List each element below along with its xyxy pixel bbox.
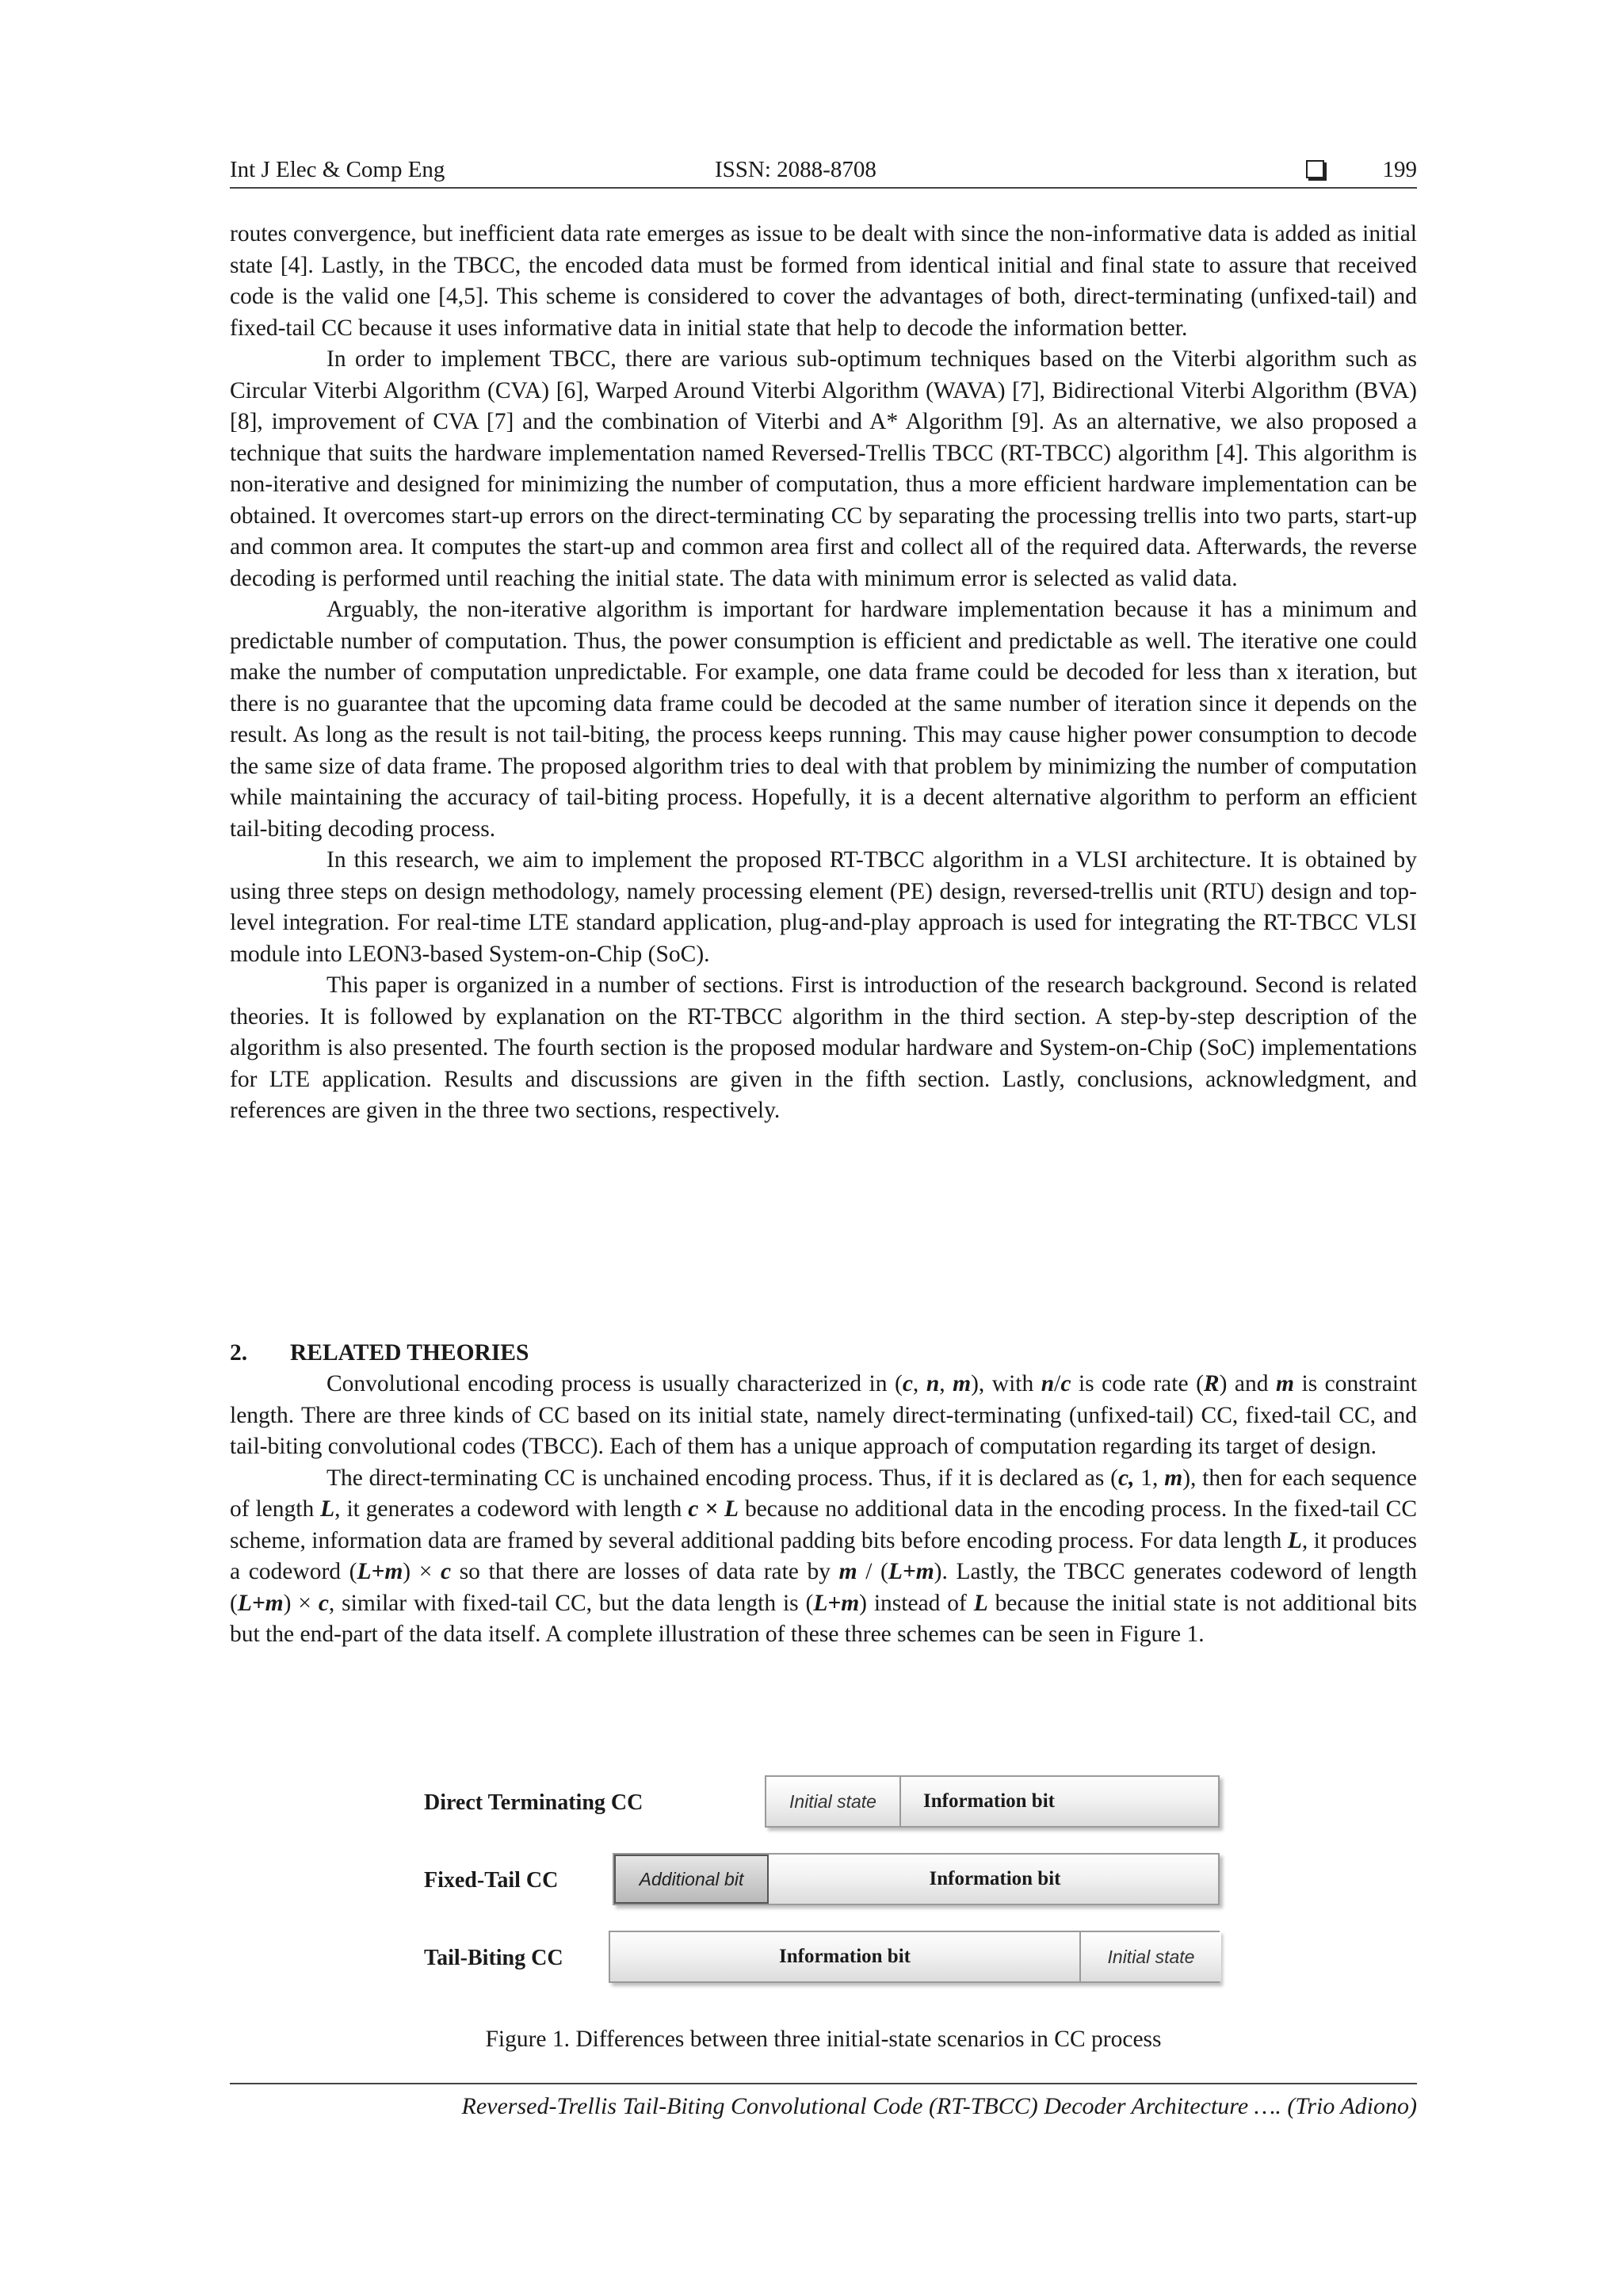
intro-text — [230, 219, 1417, 1127]
row-label-direct-terminating: Direct Terminating CC — [424, 1790, 643, 1815]
row-label-fixed-tail: Fixed-Tail CC — [424, 1868, 559, 1893]
section-title: RELATED THEORIES — [290, 1340, 529, 1366]
intro-paragraph: In order to implement TBCC, there are various sub-optimum techniques based on the Viterbi algorithm such as Circular Viterbi Algorithm (CVA) [6], Warped Around Viterbi Algorithm (WAVA) [7], Bidirectional Viterbi Algorithm (BVA) [8], improvement of CVA [7] and the combination of Viterbi and A* Algorithm [9]. As an alternative, we also proposed a technique that suits the hardware implementation named Reversed-Trellis TBCC (RT-TBCC) algorithm [4]. This algorithm is non-iterative and designed for minimizing the number of computation, thus a more efficient hardware implementation can be obtained. It overcomes start-up errors on the direct-terminating CC by separating the processing trellis into two parts, start-up and common area. It computes the start-up and common area first and collect all of the required data. Afterwards, the reverse decoding is performed until reaching the initial state. The data with minimum error is selected as valid data. — [230, 346, 1417, 591]
segment-information-bit: Information bit — [929, 1868, 1061, 1889]
section-number: 2. — [230, 1340, 248, 1366]
section-paragraph: Convolutional encoding process is usually characterized in (c, n, m), with n/c is code rate (R) and m is constraint length. There are three kinds of CC based on its initial state, namely direct-terminating (unfixed-tail) CC, fixed-tail CC, and tail-biting convolutional codes (TBCC). Each of them has a unique approach of computation regarding its target of design. — [230, 1371, 1418, 1459]
section-paragraph: The direct-terminating CC is unchained encoding process. Thus, if it is declared as (c, 1, m), then for each sequence of length L, it generates a codeword with length c × L because no additional data in the encoding process. In the fixed-tail CC scheme, information data are framed by several additional padding bits before encoding process. For data length L, it produces a codeword (L+m) × c so that there are losses of data rate by m / (L+m). Lastly, the TBCC generates codeword of length (L+m) × c, similar with fixed-tail CC, but the data length is (L+m) instead of L because the initial state is not additional bits but the end-part of the data itself. A complete illustration of these three schemes can be seen in Figure 1. — [230, 1465, 1418, 1647]
running-footer: Reversed-Trellis Tail-Biting Convolutional Code (RT-TBCC) Decoder Architecture …. (Trio Adiono) — [230, 2083, 1417, 2122]
journal-name: Int J Elec & Comp Eng — [230, 157, 445, 182]
scheme-bar-fixed-tail — [613, 1853, 1220, 1905]
figure-caption: Figure 1. Differences between three initial-state scenarios in CC process — [485, 2027, 1162, 2052]
segment-information-bit: Information bit — [923, 1790, 1055, 1812]
running-header — [230, 155, 1417, 189]
page-number: 199 — [1382, 157, 1417, 182]
intro-paragraph: Arguably, the non-iterative algorithm is important for hardware implementation because it has a minimum and predictable number of computation. Thus, the power consumption is efficient and predictable as well. The iterative one could make the number of computation unpredictable. For example, one data frame could be decoded for less than x iteration, but there is no guarantee that the upcoming data frame could be decoded at the same number of iteration since it depends on the result. As long as the result is not tail-biting, the process keeps running. This may cause higher power consumption to decode the same size of data frame. The proposed algorithm tries to deal with that problem by minimizing the number of computation while maintaining the accuracy of tail-biting process. Hopefully, it is a decent alternative algorithm to perform an efficient tail-biting decoding process. — [230, 597, 1417, 842]
intro-paragraph: This paper is organized in a number of sections. First is introduction of the research background. Second is related theories. It is followed by explanation on the RT-TBCC algorithm in the third section. A step-by-step description of the algorithm is also presented. The fourth section is the proposed modular hardware and System-on-Chip (SoC) implementations for LTE application. Results and discussions are given in the fifth section. Lastly, conclusions, acknowledgment, and references are given in the three two sections, respectively. — [230, 972, 1417, 1123]
intro-paragraph: In this research, we aim to implement the proposed RT-TBCC algorithm in a VLSI architecture. It is obtained by using three steps on design methodology, namely processing element (PE) design, reversed-trellis unit (RTU) design and top-level integration. For real-time LTE standard application, plug-and-play approach is used for integrating the RT-TBCC VLSI module into LEON3-based System-on-Chip (SoC). — [230, 847, 1417, 967]
figure-1 — [230, 1767, 1417, 2005]
segment-initial-state: Initial state — [766, 1777, 901, 1826]
scheme-bar-tail-biting — [609, 1931, 1220, 1983]
section-2-text — [230, 1369, 1417, 1651]
section-heading — [230, 1338, 1417, 1369]
checkbox-square-icon — [1306, 160, 1324, 178]
scheme-bar-direct-terminating — [765, 1775, 1220, 1828]
segment-initial-state: Initial state — [1079, 1932, 1221, 1981]
row-label-tail-biting: Tail-Biting CC — [424, 1946, 563, 1970]
issn: ISSN: 2088-8708 — [715, 157, 876, 182]
intro-paragraph: routes convergence, but inefficient data rate emerges as issue to be dealt with since the non-informative data is added as initial state [4]. Lastly, in the TBCC, the encoded data must be formed from identical initial and final state to assure that received code is the valid one [4,5]. This scheme is considered to cover the advantages of both, direct-terminating (unfixed-tail) and fixed-tail CC because it uses informative data in initial state that help to decode the information better. — [230, 221, 1417, 341]
segment-additional-bit: Additional bit — [614, 1855, 769, 1904]
segment-information-bit: Information bit — [779, 1946, 911, 1967]
